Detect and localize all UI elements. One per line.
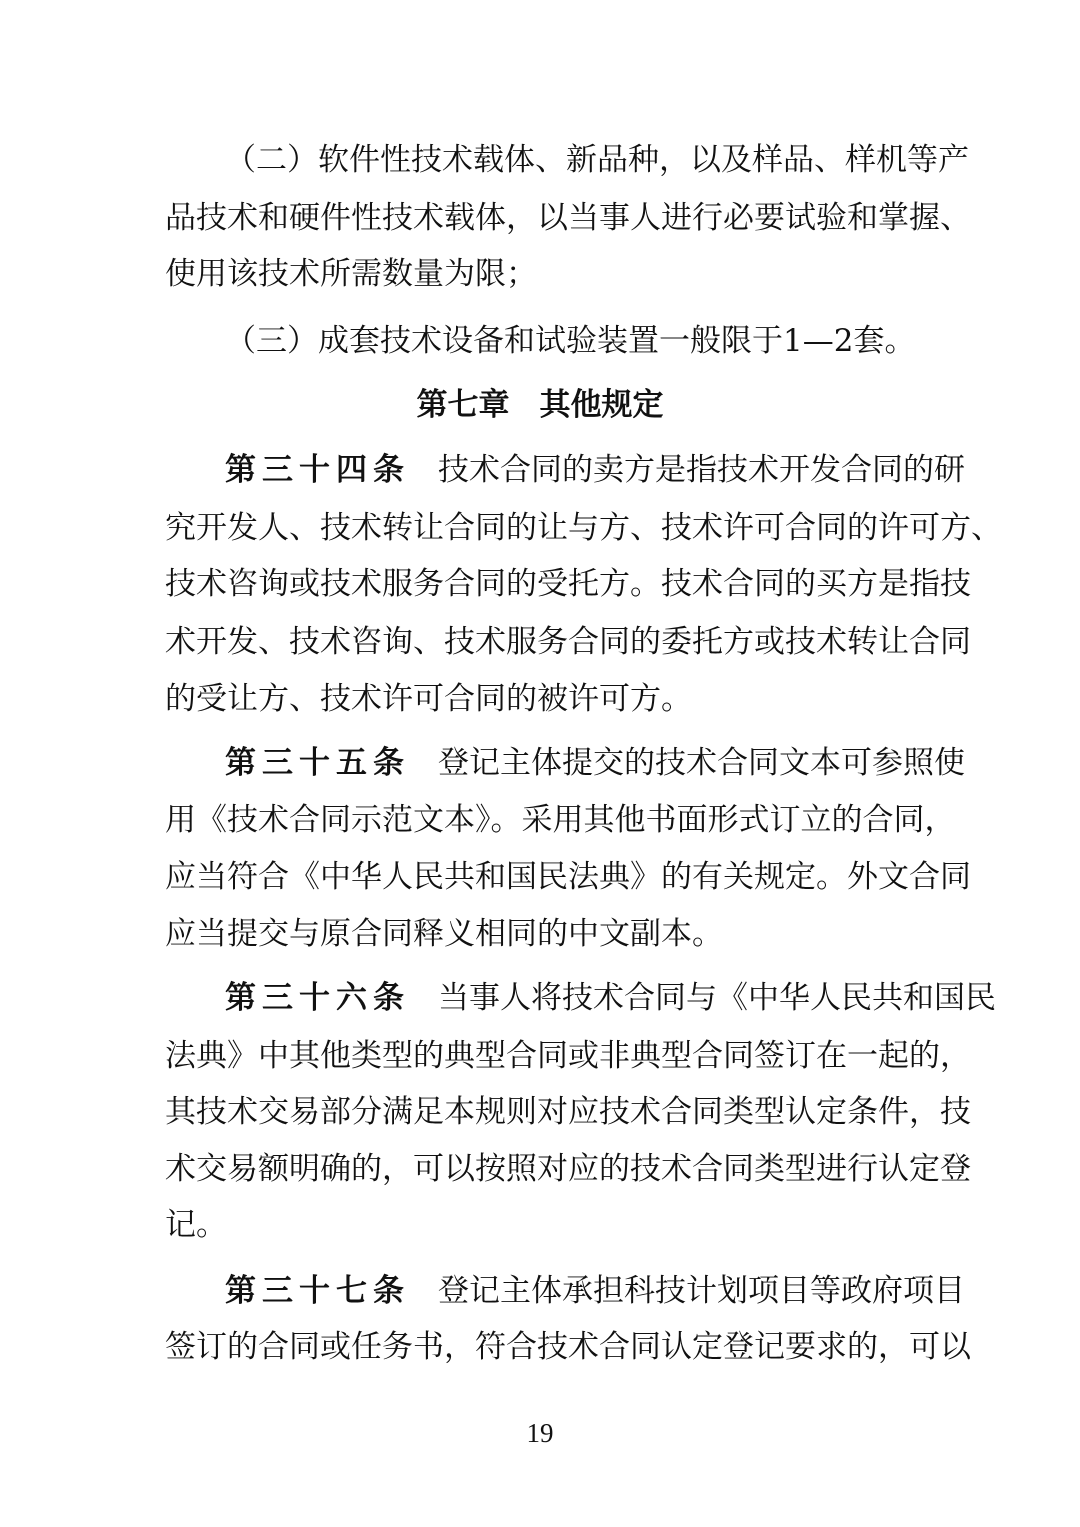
article-36-line-2: 法典》中其他类型的典型合同或非典型合同签订在一起的， xyxy=(165,1038,971,1074)
article-34-line-3: 技术咨询或技术服务合同的受托方。技术合同的买方是指技 xyxy=(165,566,971,602)
section-2-line-1: （二）软件性技术载体、新品种，以及样品、样机等产 xyxy=(225,142,969,178)
article-36-line-1: 当事人将技术合同与《中华人民共和国民 xyxy=(438,980,996,1016)
chapter-heading xyxy=(0,376,1080,434)
article-35-line-4: 应当提交与原合同释义相同的中文副本。 xyxy=(165,916,723,952)
section-2-line-2: 品技术和硬件性技术载体，以当事人进行必要试验和掌握、 xyxy=(165,200,971,236)
article-36-line-5: 记。 xyxy=(165,1207,227,1243)
article-34-line-2: 究开发人、技术转让合同的让与方、技术许可合同的许可方、 xyxy=(165,510,1002,546)
section-3-line: （三）成套技术设备和试验装置一般限于1—2套。 xyxy=(225,323,916,359)
article-35-line-2: 用《技术合同示范文本》。采用其他书面形式订立的合同， xyxy=(165,802,956,838)
article-34-label: 第三十四条 xyxy=(225,452,410,488)
article-36-label: 第三十六条 xyxy=(225,980,410,1016)
article-37-line-2: 签订的合同或任务书，符合技术合同认定登记要求的，可以 xyxy=(165,1329,971,1365)
chapter-number: 第七章 xyxy=(416,387,510,423)
article-34-line-5: 的受让方、技术许可合同的被许可方。 xyxy=(165,681,692,717)
article-35-line-1: 登记主体提交的技术合同文本可参照使 xyxy=(438,745,965,781)
article-36-line-3: 其技术交易部分满足本规则对应技术合同类型认定条件，技 xyxy=(165,1094,971,1130)
section-2-line-3: 使用该技术所需数量为限； xyxy=(165,256,537,292)
article-35-line-3: 应当符合《中华人民共和国民法典》的有关规定。外文合同 xyxy=(165,859,971,895)
article-35-first-line xyxy=(225,734,965,792)
article-37-first-line xyxy=(225,1262,965,1320)
article-36-first-line xyxy=(225,969,996,1027)
article-37-line-1: 登记主体承担科技计划项目等政府项目 xyxy=(438,1273,965,1309)
article-36-line-4: 术交易额明确的，可以按照对应的技术合同类型进行认定登 xyxy=(165,1151,971,1187)
article-34-first-line xyxy=(225,441,965,499)
chapter-title: 其他规定 xyxy=(539,387,664,423)
article-34-line-1: 技术合同的卖方是指技术开发合同的研 xyxy=(438,452,965,488)
article-35-label: 第三十五条 xyxy=(225,745,410,781)
article-37-label: 第三十七条 xyxy=(225,1273,410,1309)
page-number: 19 xyxy=(526,1418,554,1448)
article-34-line-4: 术开发、技术咨询、技术服务合同的委托方或技术转让合同 xyxy=(165,624,971,660)
